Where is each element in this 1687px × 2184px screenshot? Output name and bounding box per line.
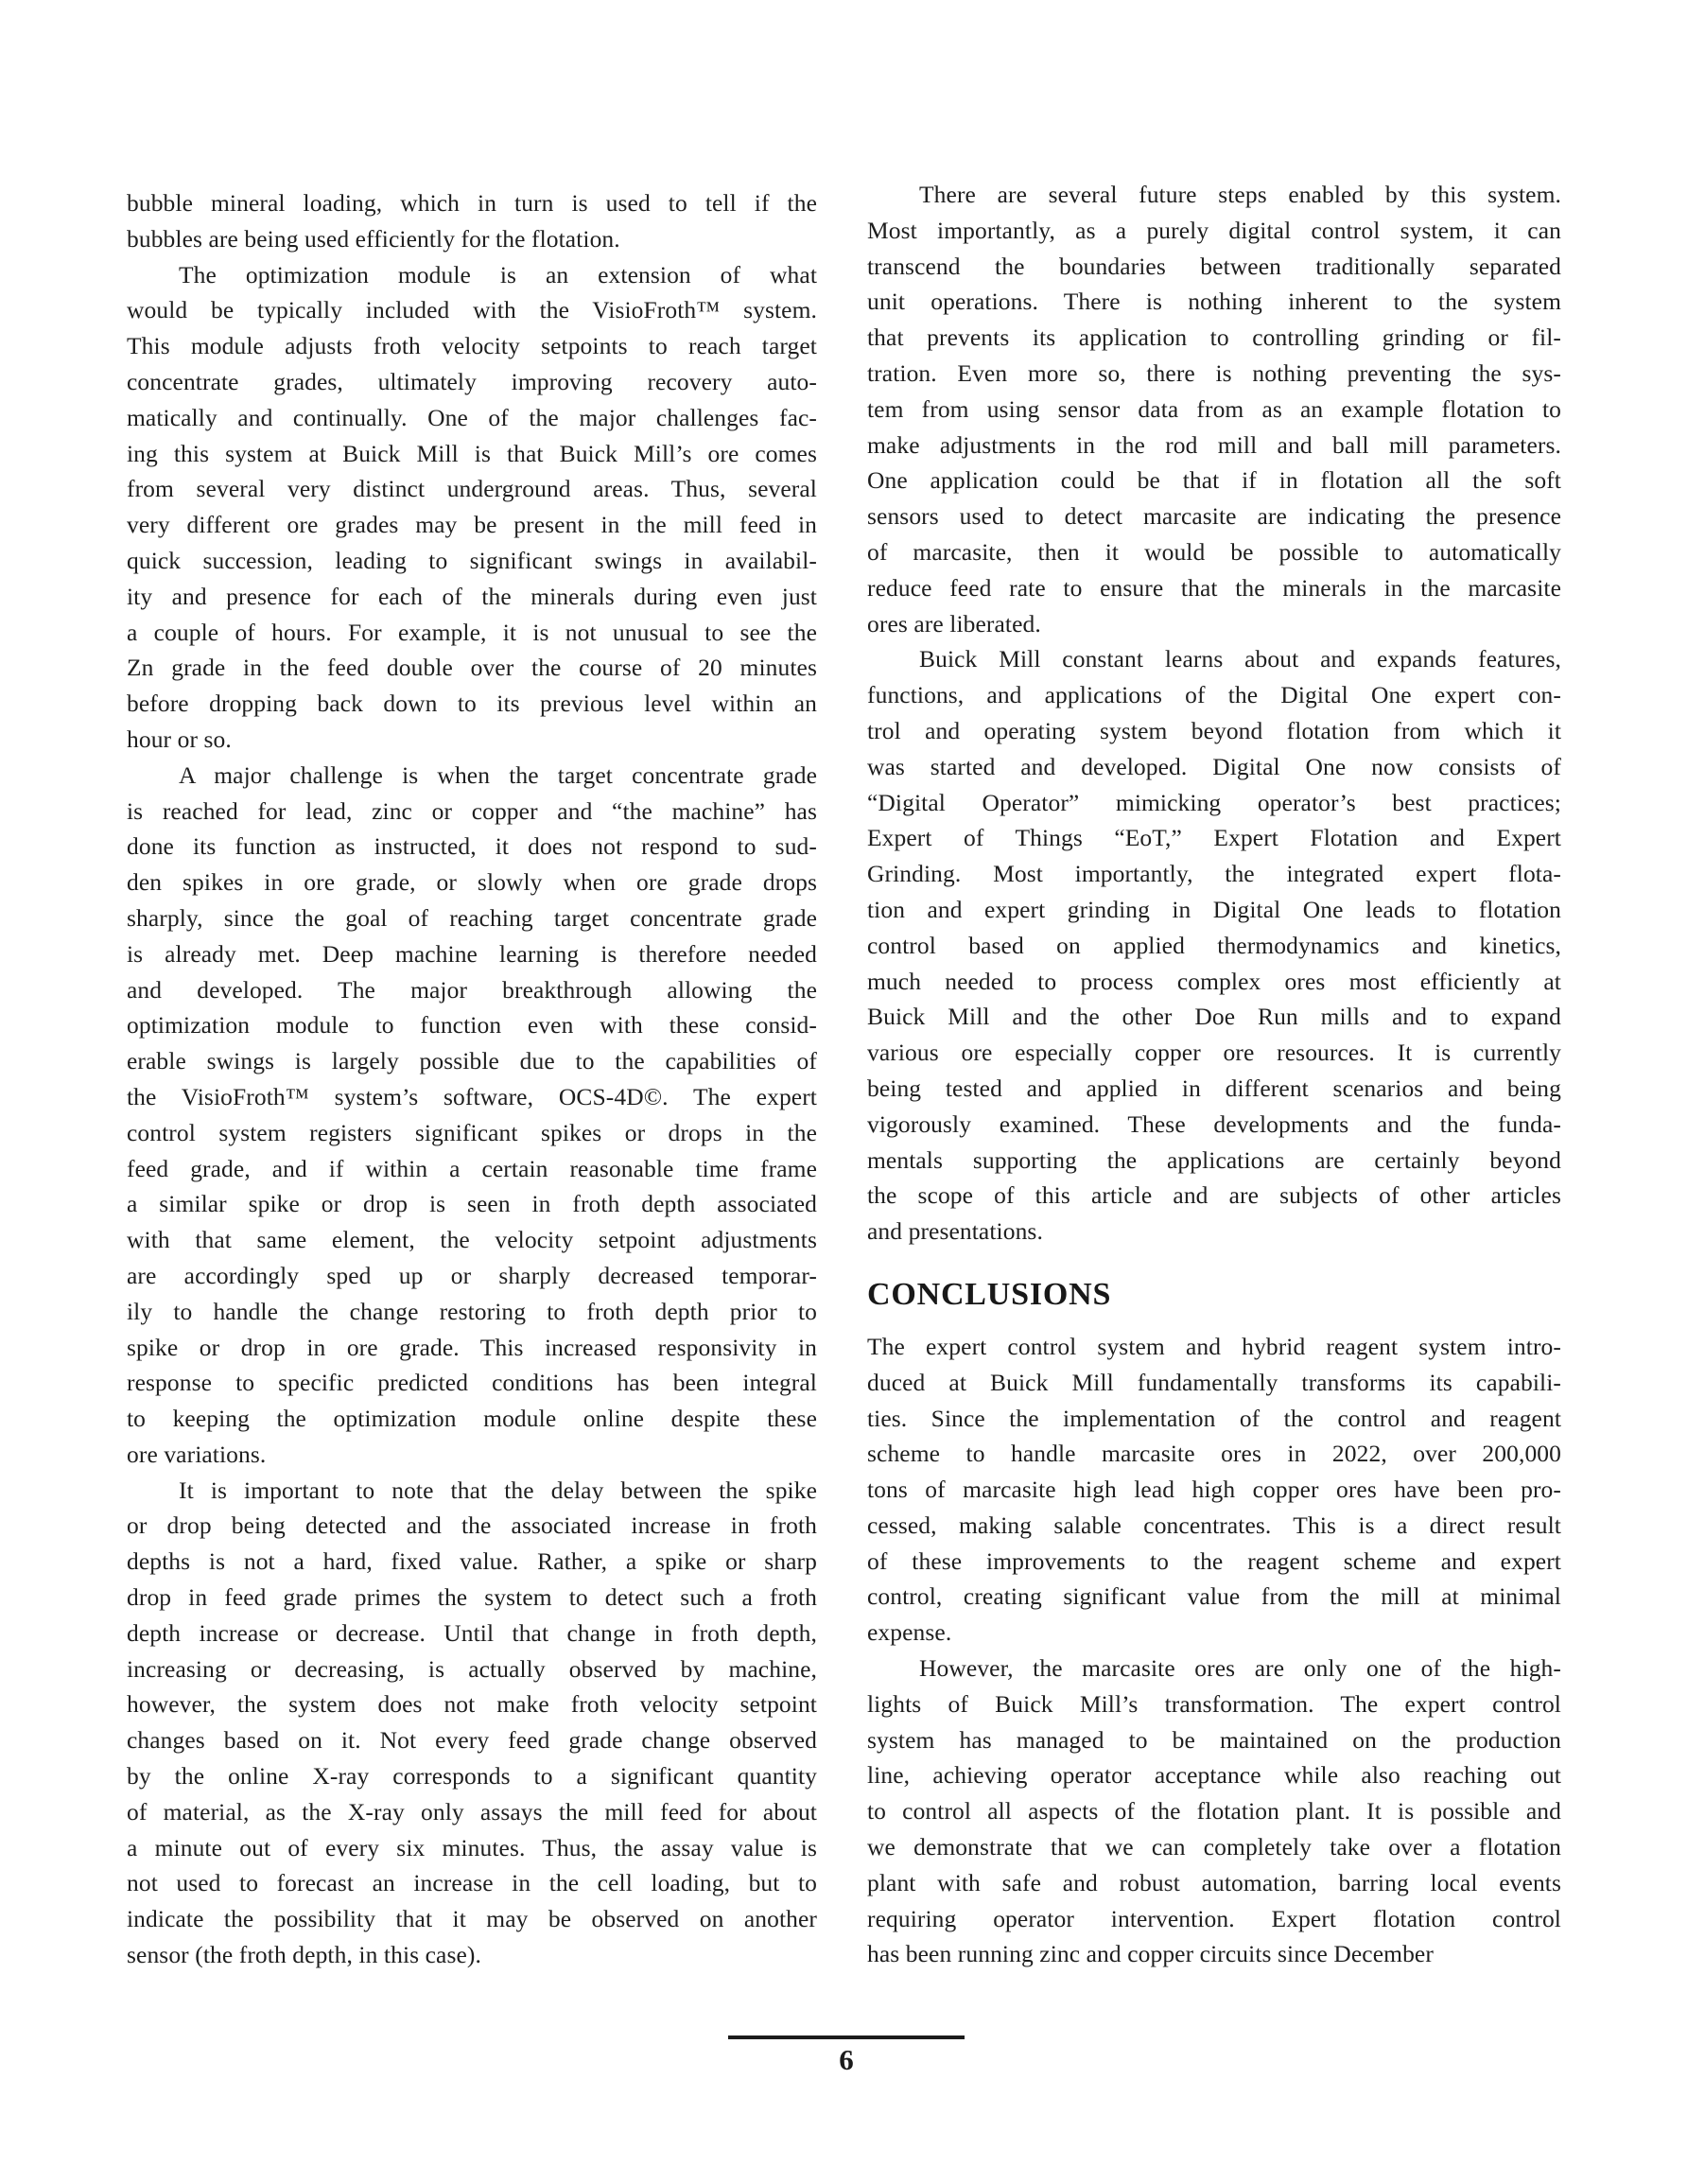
text-line: bubble mineral loading, which in turn is used to tell if the: [127, 189, 817, 217]
text-line: control, creating significant value from the mill at minimal: [867, 1582, 1561, 1611]
text-line: to keeping the optimization module online despite these: [127, 1405, 817, 1433]
conclusions-heading: CONCLUSIONS: [867, 1276, 1112, 1312]
text-line: we demonstrate that we can completely take over a flotation: [867, 1833, 1561, 1861]
right-column: [867, 177, 1561, 1972]
text-line: various ore especially copper ore resources. It is currently: [867, 1039, 1561, 1067]
text-line: sensors used to detect marcasite are indicating the presence: [867, 502, 1561, 531]
text-line: mentals supporting the applications are certainly beyond: [867, 1145, 1561, 1174]
text-line: however, the system does not make froth velocity setpoint: [127, 1690, 817, 1719]
text-line: a similar spike or drop is seen in froth depth associated: [127, 1190, 817, 1218]
paragraph: [127, 1473, 817, 1973]
text-line: plant with safe and robust automation, barring local events: [867, 1868, 1561, 1896]
text-line: requiring operator intervention. Expert flotation control: [867, 1904, 1561, 1932]
text-line: tion and expert grinding in Digital One leads to flotation: [867, 895, 1561, 923]
text-line: response to specific predicted conditions has been integral: [127, 1369, 817, 1397]
text-line: or drop being detected and the associated increase in froth: [127, 1511, 817, 1540]
text-line: scheme to handle marcasite ores in 2022, over 200,000: [867, 1440, 1561, 1468]
text-line: the scope of this article and are subjects of other articles: [867, 1181, 1561, 1210]
text-line: trol and operating system beyond flotation from which it: [867, 716, 1561, 744]
text-line: duced at Buick Mill fundamentally transforms its capabili-: [867, 1368, 1561, 1396]
text-line: tem from using sensor data from as an example flotation to: [867, 394, 1561, 423]
text-line: unit operations. There is nothing inherent to the system: [867, 288, 1561, 316]
text-line: feed grade, and if within a certain reasonable time frame: [127, 1154, 817, 1182]
text-line: ore variations.: [127, 1440, 267, 1468]
text-line: not used to forecast an increase in the cell loading, but to: [127, 1869, 817, 1897]
text-line: One application could be that if in flotation all the soft: [867, 466, 1561, 495]
text-line: bubbles are being used efficiently for the flotation.: [127, 224, 620, 253]
paragraph: [867, 177, 1561, 641]
text-line: sensor (the froth depth, in this case).: [127, 1941, 481, 1969]
text-line: line, achieving operator acceptance while also reaching out: [867, 1761, 1561, 1790]
text-line: lights of Buick Mill’s transformation. The expert control: [867, 1689, 1561, 1718]
text-line: Buick Mill and the other Doe Run mills and to expand: [867, 1003, 1561, 1031]
paragraph: [867, 641, 1561, 1249]
text-line: are accordingly sped up or sharply decreased temporar-: [127, 1261, 817, 1289]
text-line: Expert of Things “EoT,” Expert Flotation and Expert: [867, 824, 1561, 852]
text-line: The expert control system and hybrid reagent system intro-: [867, 1332, 1561, 1360]
text-line: tration. Even more so, there is nothing preventing the sys-: [867, 358, 1561, 387]
text-line: This module adjusts froth velocity setpoints to reach target: [127, 332, 817, 360]
text-line: to control all aspects of the flotation plant. It is possible and: [867, 1797, 1561, 1826]
text-line: that prevents its application to controlling grinding or fil-: [867, 323, 1561, 352]
text-line: There are several future steps enabled by this system.: [919, 181, 1561, 208]
text-line: done its function as instructed, it does not respond to sud-: [127, 832, 817, 861]
footer-rule: [728, 2035, 965, 2039]
text-line: ily to handle the change restoring to froth depth prior to: [127, 1297, 817, 1325]
text-line: spike or drop in ore grade. This increased responsivity in: [127, 1333, 817, 1361]
text-line: reduce feed rate to ensure that the minerals in the marcasite: [867, 573, 1561, 602]
text-line: ores are liberated.: [867, 609, 1041, 638]
text-line: changes based on it. Not every feed grade change observed: [127, 1726, 817, 1755]
text-line: system has managed to be maintained on the production: [867, 1725, 1561, 1754]
text-line: ties. Since the implementation of the control and reagent: [867, 1404, 1561, 1432]
text-line: increasing or decreasing, is actually observed by machine,: [127, 1654, 817, 1683]
paragraph: [867, 1329, 1561, 1651]
text-line: of material, as the X-ray only assays the mill feed for about: [127, 1797, 817, 1826]
text-line: ity and presence for each of the minerals during even just: [127, 582, 817, 610]
text-line: with that same element, the velocity setpoint adjustments: [127, 1226, 817, 1254]
text-line: depth increase or decrease. Until that change in froth depth,: [127, 1618, 817, 1647]
text-line: a minute out of every six minutes. Thus, the assay value is: [127, 1833, 817, 1861]
page-number: 6: [839, 2043, 854, 2076]
text-line: sharply, since the goal of reaching target concentrate grade: [127, 903, 817, 932]
text-line: Zn grade in the feed double over the course of 20 minutes: [127, 654, 817, 682]
text-line: functions, and applications of the Digital One expert con-: [867, 681, 1561, 709]
text-line: Buick Mill constant learns about and expands features,: [919, 645, 1561, 673]
text-line: very different ore grades may be present in the mill feed in: [127, 511, 817, 539]
text-line: by the online X-ray corresponds to a significant quantity: [127, 1762, 817, 1791]
text-line: “Digital Operator” mimicking operator’s best practices;: [867, 788, 1561, 816]
paragraph: [127, 185, 817, 257]
text-line: matically and continually. One of the major challenges fac-: [127, 403, 817, 431]
text-line: of these improvements to the reagent scheme and expert: [867, 1546, 1561, 1575]
text-line: was started and developed. Digital One now consists of: [867, 752, 1561, 780]
text-line: vigorously examined. These developments and the funda-: [867, 1109, 1561, 1138]
text-line: would be typically included with the VisioFroth™ system.: [127, 296, 817, 324]
text-line: optimization module to function even with these consid-: [127, 1011, 817, 1040]
text-line: It is important to note that the delay between the spike: [179, 1476, 817, 1504]
text-line: much needed to process complex ores most efficiently at: [867, 967, 1561, 995]
text-line: has been running zinc and copper circuits since December: [867, 1940, 1434, 1968]
text-line: make adjustments in the rod mill and ball mill parameters.: [867, 430, 1561, 459]
text-line: before dropping back down to its previous level within an: [127, 690, 817, 718]
text-line: depths is not a hard, fixed value. Rather, a spike or sharp: [127, 1547, 817, 1576]
text-line: and developed. The major breakthrough allowing the: [127, 975, 817, 1004]
left-column: [127, 185, 817, 1973]
text-line: quick succession, leading to significant swings in availabil-: [127, 546, 817, 574]
text-line: of marcasite, then it would be possible to automatically: [867, 537, 1561, 566]
text-line: concentrate grades, ultimately improving recovery auto-: [127, 367, 817, 395]
text-line: cessed, making salable concentrates. This is a direct result: [867, 1511, 1561, 1539]
paragraph: [867, 1651, 1561, 1972]
text-line: is already met. Deep machine learning is therefore needed: [127, 939, 817, 968]
text-line: However, the marcasite ores are only one of the high-: [919, 1654, 1561, 1683]
paragraph: [127, 257, 817, 758]
text-line: Grinding. Most importantly, the integrated expert flota-: [867, 860, 1561, 888]
text-line: A major challenge is when the target concentrate grade: [179, 760, 817, 789]
text-line: The optimization module is an extension of what: [179, 260, 817, 288]
text-line: drop in feed grade primes the system to detect such a froth: [127, 1583, 817, 1612]
text-line: hour or so.: [127, 725, 232, 753]
text-line: a couple of hours. For example, it is not unusual to see the: [127, 618, 817, 646]
text-line: ing this system at Buick Mill is that Buick Mill’s ore comes: [127, 439, 817, 467]
paragraph: [127, 758, 817, 1473]
text-line: tons of marcasite high lead high copper ores have been pro-: [867, 1476, 1561, 1504]
text-line: the VisioFroth™ system’s software, OCS-4D©. The expert: [127, 1082, 817, 1110]
text-line: erable swings is largely possible due to the capabilities of: [127, 1047, 817, 1075]
text-line: den spikes in ore grade, or slowly when ore grade drops: [127, 868, 817, 897]
text-line: being tested and applied in different scenarios and being: [867, 1074, 1561, 1102]
text-line: Most importantly, as a purely digital control system, it can: [867, 216, 1561, 244]
text-line: and presentations.: [867, 1217, 1043, 1246]
text-line: is reached for lead, zinc or copper and “the machine” has: [127, 796, 817, 825]
text-line: expense.: [867, 1618, 952, 1647]
text-line: control system registers significant spikes or drops in the: [127, 1118, 817, 1146]
text-line: indicate the possibility that it may be observed on another: [127, 1905, 817, 1933]
text-line: transcend the boundaries between traditionally separated: [867, 252, 1561, 280]
text-line: from several very distinct underground areas. Thus, several: [127, 475, 817, 503]
text-line: control based on applied thermodynamics and kinetics,: [867, 931, 1561, 959]
